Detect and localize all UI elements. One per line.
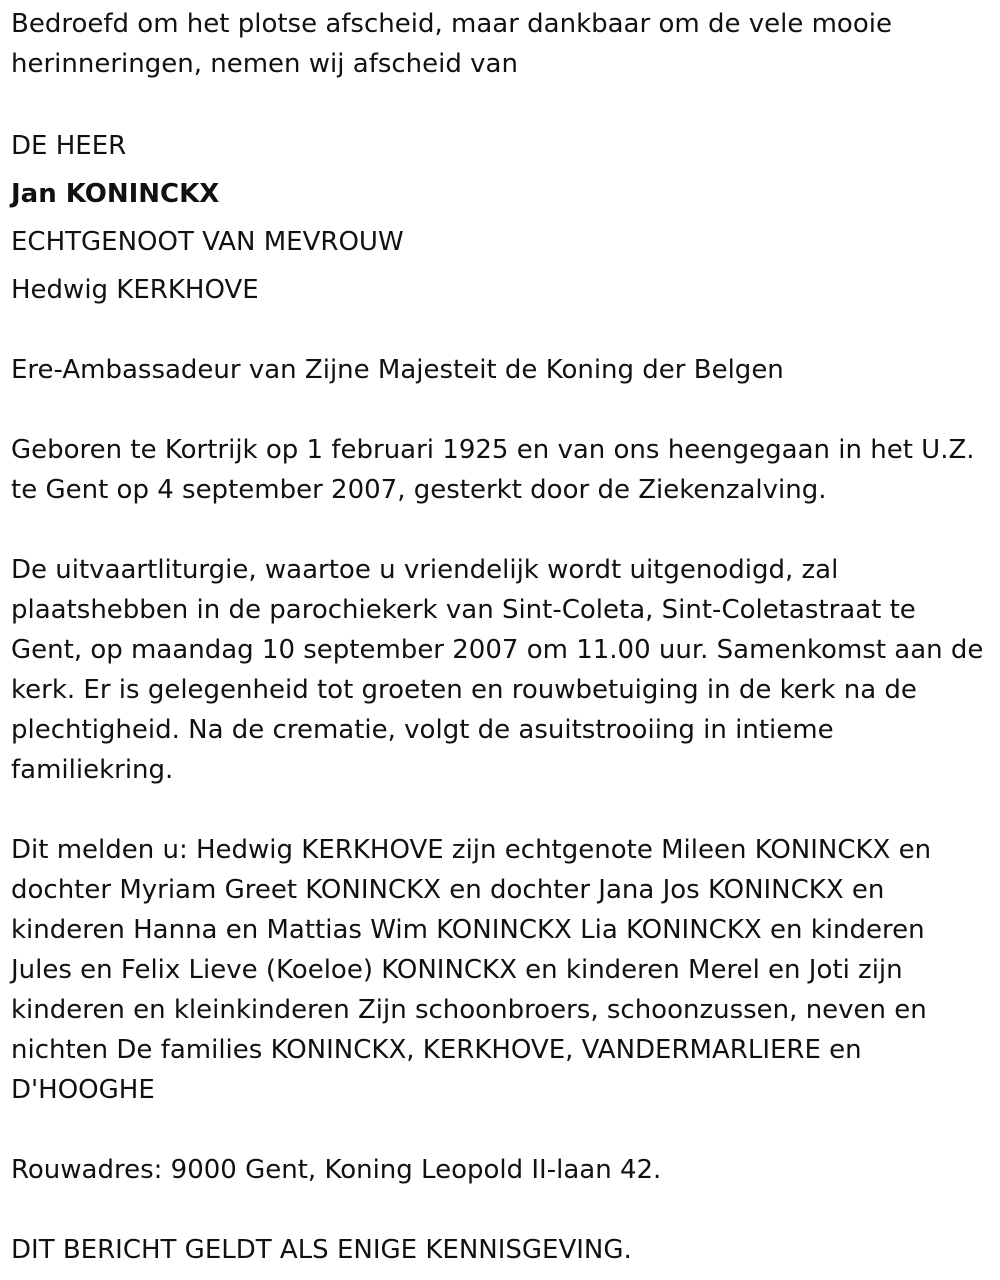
birth-death-text: Geboren te Kortrijk op 1 februari 1925 en van ons heengegaan in het U.Z. te Gent op 4 september 2007, gesterkt door de Ziekenzalving. (11, 435, 975, 505)
family-list: Dit melden u: Hedwig KERKHOVE zijn echtgenote Mileen KONINCKX en dochter Myriam Greet KONINCKX en dochter Jana Jos KONINCKX en kinderen Hanna en Mattias Wim KONINCKX Lia KONINCKX en kinderen Jules en Felix Lieve (Koeloe) KONINCKX en kinderen Merel en Joti zijn kinderen en kleinkinderen Zijn schoonbroers, schoonzussen, neven en nichten De families KONINCKX, KERKHOVE, VANDERMARLIERE en D'HOOGHE (11, 835, 932, 1105)
role-text: Ere-Ambassadeur van Zijne Majesteit de Koning der Belgen (11, 355, 784, 385)
spouse-name: Hedwig KERKHOVE (11, 275, 259, 305)
spouse-label: ECHTGENOOT VAN MEVROUW (11, 227, 404, 257)
intro-text: Bedroefd om het plotse afscheid, maar dankbaar om de vele mooie herinneringen, nemen wij afscheid van (11, 9, 892, 79)
honorific-title: DE HEER (11, 131, 127, 161)
funeral-details: De uitvaartliturgie, waartoe u vriendelijk wordt uitgenodigd, zal plaatshebben in de parochiekerk van Sint-Coleta, Sint-Coletastraat te Gent, op maandag 10 september 2007 om 11.00 uur. Samenkomst aan de kerk. Er is gelegenheid tot groeten en rouwbetuiging in de kerk na de plechtigheid. Na de crematie, volgt de asuitstrooiing in intieme familiekring. (11, 555, 984, 785)
notice-text: DIT BERICHT GELDT ALS ENIGE KENNISGEVING. (11, 1235, 632, 1265)
mourning-address: Rouwadres: 9000 Gent, Koning Leopold II-laan 42. (11, 1155, 662, 1185)
deceased-name: Jan KONINCKX (11, 179, 220, 209)
